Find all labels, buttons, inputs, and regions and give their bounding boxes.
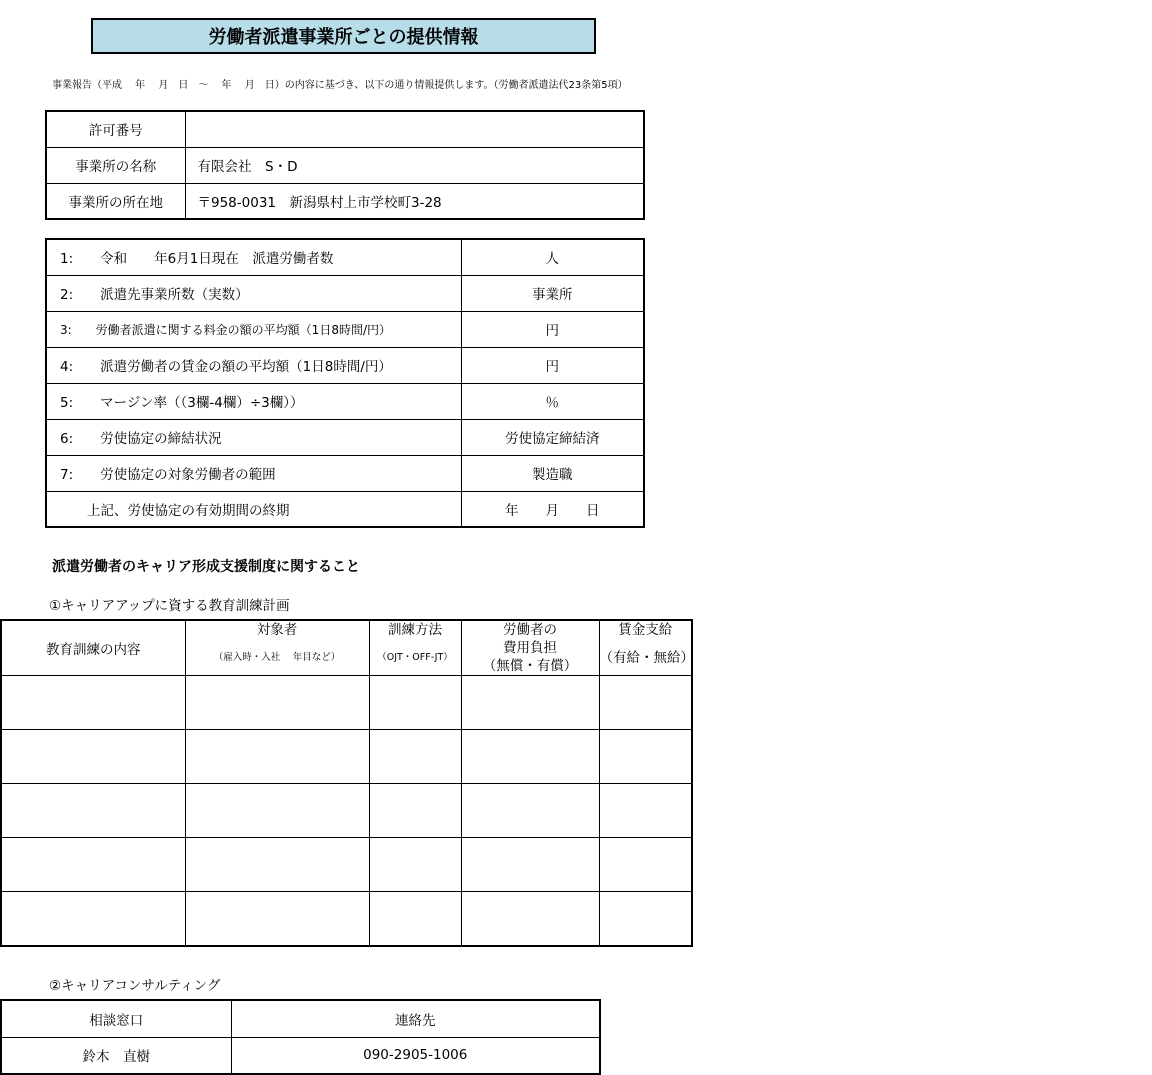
table-cell bbox=[1, 730, 185, 784]
table-row bbox=[46, 183, 644, 219]
table-cell bbox=[1, 892, 185, 946]
table-row bbox=[46, 239, 644, 275]
header-method bbox=[369, 620, 461, 676]
table-row bbox=[46, 347, 644, 383]
table-row bbox=[46, 275, 644, 311]
table-row bbox=[1, 838, 692, 892]
training-plan-table bbox=[0, 619, 693, 947]
table-cell bbox=[1, 838, 185, 892]
table-cell bbox=[185, 784, 369, 838]
stat-label: 6: 労使協定の締結状況 bbox=[46, 419, 461, 455]
stat-label: 5: マージン率（（3欄-4欄）÷3欄）） bbox=[46, 383, 461, 419]
table-row bbox=[1, 676, 692, 730]
header-contact: 連絡先 bbox=[231, 1000, 600, 1037]
table-cell bbox=[369, 838, 461, 892]
office-address-label: 事業所の所在地 bbox=[46, 183, 185, 219]
table-cell bbox=[185, 730, 369, 784]
stat-label: 4: 派遣労働者の賃金の額の平均額（1日8時間/円） bbox=[46, 347, 461, 383]
stat-value: 円 bbox=[461, 311, 644, 347]
header-cost-line1: 労働者の bbox=[503, 622, 557, 638]
table-cell bbox=[1, 784, 185, 838]
table-cell bbox=[185, 838, 369, 892]
office-name-value: 有限会社 S・D bbox=[185, 147, 644, 183]
header-wage bbox=[599, 620, 692, 676]
table-cell bbox=[369, 784, 461, 838]
stat-label: 2: 派遣先事業所数（実数） bbox=[46, 275, 461, 311]
table-row bbox=[1, 892, 692, 946]
table-cell bbox=[461, 784, 599, 838]
table-row bbox=[46, 491, 644, 527]
table-cell bbox=[461, 676, 599, 730]
notice-text: 事業報告（平成 年 月 日 ～ 年 月 日）の内容に基づき、以下の通り情報提供します。（労働者派遣法代23条第5項） bbox=[52, 80, 628, 91]
table-cell bbox=[599, 676, 692, 730]
stat-value: 人 bbox=[461, 239, 644, 275]
table-row bbox=[1, 784, 692, 838]
table-row bbox=[46, 383, 644, 419]
permit-number-value bbox=[185, 111, 644, 147]
table-cell bbox=[461, 730, 599, 784]
stat-value: 製造職 bbox=[461, 455, 644, 491]
stat-label: 上記、労使協定の有効期間の終期 bbox=[46, 491, 461, 527]
stat-value: 労使協定締結済 bbox=[461, 419, 644, 455]
header-target-label: 対象者 bbox=[256, 622, 298, 638]
header-cost-line2: 費用負担 bbox=[503, 640, 557, 656]
table-cell bbox=[369, 892, 461, 946]
stat-value: ％ bbox=[461, 383, 644, 419]
stat-value: 円 bbox=[461, 347, 644, 383]
header-target bbox=[185, 620, 369, 676]
header-consult-window: 相談窓口 bbox=[1, 1000, 231, 1037]
stat-value: 年 月 日 bbox=[461, 491, 644, 527]
table-row bbox=[46, 455, 644, 491]
header-wage-label: 賃金支給 bbox=[618, 622, 673, 638]
training-plan-subtitle: ①キャリアアップに資する教育訓練計画 bbox=[49, 598, 290, 614]
table-cell bbox=[185, 676, 369, 730]
career-consulting-subtitle: ②キャリアコンサルティング bbox=[49, 978, 221, 994]
table-cell bbox=[461, 838, 599, 892]
stat-label: 1: 令和 年6月1日現在 派遣労働者数 bbox=[46, 239, 461, 275]
table-header-row bbox=[1, 620, 692, 676]
office-address-value: 〒958-0031 新潟県村上市学校町3-28 bbox=[185, 183, 644, 219]
table-row bbox=[46, 311, 644, 347]
permit-number-label: 許可番号 bbox=[46, 111, 185, 147]
table-row bbox=[46, 147, 644, 183]
table-row bbox=[46, 419, 644, 455]
office-name-label: 事業所の名称 bbox=[46, 147, 185, 183]
header-cost-note: （無償・有償） bbox=[482, 658, 578, 674]
stat-value: 事業所 bbox=[461, 275, 644, 311]
career-consulting-table bbox=[0, 999, 601, 1075]
header-target-note: （雇入時・入社 年目など） bbox=[213, 652, 341, 663]
table-cell bbox=[599, 838, 692, 892]
header-training-content: 教育訓練の内容 bbox=[1, 620, 185, 676]
contact-value: 090-2905-1006 bbox=[231, 1037, 600, 1074]
header-cost bbox=[461, 620, 599, 676]
header-method-label: 訓練方法 bbox=[388, 622, 442, 638]
table-row bbox=[1, 730, 692, 784]
table-cell bbox=[599, 892, 692, 946]
table-cell bbox=[369, 730, 461, 784]
table-cell bbox=[599, 730, 692, 784]
page-title: 労働者派遣事業所ごとの提供情報 bbox=[91, 18, 596, 54]
stat-label: 3: 労働者派遣に関する料金の額の平均額（1日8時間/円） bbox=[46, 311, 461, 347]
header-wage-note: （有給・無給） bbox=[599, 650, 694, 666]
career-section-title: 派遣労働者のキャリア形成支援制度に関すること bbox=[52, 559, 360, 575]
table-row bbox=[1, 1037, 600, 1074]
office-info-table bbox=[45, 110, 645, 220]
table-cell bbox=[461, 892, 599, 946]
table-cell bbox=[185, 892, 369, 946]
consult-window-value: 鈴木 直樹 bbox=[1, 1037, 231, 1074]
header-method-note: （OJT・OFF-JT） bbox=[377, 652, 453, 663]
table-cell bbox=[1, 676, 185, 730]
table-header-row bbox=[1, 1000, 600, 1037]
table-cell bbox=[369, 676, 461, 730]
table-cell bbox=[599, 784, 692, 838]
stats-table bbox=[45, 238, 645, 528]
table-row bbox=[46, 111, 644, 147]
stat-label: 7: 労使協定の対象労働者の範囲 bbox=[46, 455, 461, 491]
